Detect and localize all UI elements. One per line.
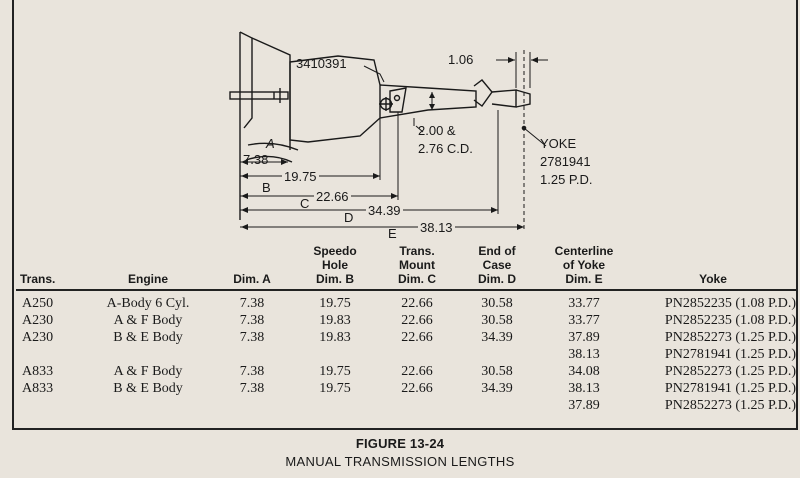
cell-yoke: PN2781941 (1.25 P.D.) xyxy=(664,347,796,362)
dim-a-value: 7.38 xyxy=(243,152,269,167)
cell-dim-a: 7.38 xyxy=(239,381,265,396)
cell-engine: A-Body 6 Cyl. xyxy=(106,296,190,311)
cell-dim-e: 38.13 xyxy=(568,381,600,396)
cell-yoke: PN2852235 (1.08 P.D.) xyxy=(664,313,796,328)
cell-yoke: PN2852273 (1.25 P.D.) xyxy=(664,398,796,413)
cell-dim-b: 19.75 xyxy=(319,364,351,379)
cell-dim-c xyxy=(378,346,456,363)
cell-dim-c: 22.66 xyxy=(401,313,433,328)
cell-dim-c xyxy=(378,397,456,414)
cell-yoke: PN2852273 (1.25 P.D.) xyxy=(664,330,796,345)
cell-trans xyxy=(16,346,84,363)
cell-dim-e: 38.13 xyxy=(568,347,600,362)
cell-dim-b: 19.75 xyxy=(319,296,351,311)
table-row xyxy=(16,329,796,346)
yoke-number-label: 2781941 xyxy=(540,154,591,169)
cell-dim-d: 30.58 xyxy=(481,364,513,379)
cell-trans: A230 xyxy=(22,330,54,345)
table-row xyxy=(16,380,796,397)
table-row xyxy=(16,363,796,380)
header-dim-a: Dim. A xyxy=(212,244,292,290)
cell-dim-a: 7.38 xyxy=(239,330,265,345)
yoke-pd-label: 1.25 P.D. xyxy=(540,172,593,187)
cell-trans: A250 xyxy=(22,296,54,311)
dim-top-value: 1.06 xyxy=(448,52,474,67)
cell-dim-d xyxy=(456,397,538,414)
header-dim-c: Trans. Mount Dim. C xyxy=(378,244,456,290)
dim-d-value: 34.39 xyxy=(368,203,401,218)
table-row xyxy=(16,290,796,312)
cell-dim-c: 22.66 xyxy=(401,296,433,311)
cell-engine xyxy=(84,346,212,363)
cell-engine: B & E Body xyxy=(113,381,183,396)
table-row xyxy=(16,346,796,363)
cell-yoke: PN2852273 (1.25 P.D.) xyxy=(664,364,796,379)
cell-yoke: PN2852235 (1.08 P.D.) xyxy=(664,296,796,311)
cell-engine: B & E Body xyxy=(113,330,183,345)
cell-dim-a: 7.38 xyxy=(239,296,265,311)
yoke-label: YOKE xyxy=(540,136,577,151)
header-dim-b: Speedo Hole Dim. B xyxy=(292,244,378,290)
dim-a-letter: A xyxy=(266,136,275,151)
header-dim-d: End of Case Dim. D xyxy=(456,244,538,290)
cell-dim-e: 37.89 xyxy=(568,398,600,413)
dim-e-letter: E xyxy=(388,226,397,241)
cell-dim-e: 34.08 xyxy=(568,364,600,379)
cell-yoke: PN2781941 (1.25 P.D.) xyxy=(664,381,796,396)
cell-dim-c: 22.66 xyxy=(401,330,433,345)
cell-dim-b: 19.83 xyxy=(319,313,351,328)
cell-trans xyxy=(16,397,84,414)
table-header-row xyxy=(16,244,796,290)
cell-dim-e: 33.77 xyxy=(568,313,600,328)
cell-dim-b xyxy=(292,397,378,414)
cell-dim-a: 7.38 xyxy=(239,313,265,328)
header-trans: Trans. xyxy=(16,244,84,290)
dim-b-letter: B xyxy=(262,180,271,195)
dim-b-value: 19.75 xyxy=(284,169,317,184)
cell-dim-d: 34.39 xyxy=(481,330,513,345)
cell-dim-b xyxy=(292,346,378,363)
cell-dim-a xyxy=(212,346,292,363)
cell-engine xyxy=(84,397,212,414)
cell-dim-d: 34.39 xyxy=(481,381,513,396)
cell-trans: A230 xyxy=(22,313,54,328)
cell-dim-c: 22.66 xyxy=(401,364,433,379)
table-row xyxy=(16,312,796,329)
cell-dim-b: 19.75 xyxy=(319,381,351,396)
yoke-end xyxy=(516,90,530,107)
dim-e-value: 38.13 xyxy=(420,220,453,235)
table-row xyxy=(16,397,796,414)
cell-dim-e: 33.77 xyxy=(568,296,600,311)
figure-subtitle: MANUAL TRANSMISSION LENGTHS xyxy=(285,454,515,469)
header-engine: Engine xyxy=(84,244,212,290)
cell-trans: A833 xyxy=(22,364,54,379)
part-number-label: 3410391 xyxy=(296,56,347,71)
mount-spec-line-2: 2.76 C.D. xyxy=(418,141,473,156)
header-yoke: Yoke xyxy=(630,244,796,290)
dim-c-value: 22.66 xyxy=(316,189,349,204)
header-dim-e: Centerline of Yoke Dim. E xyxy=(538,244,630,290)
transmission-length-table xyxy=(16,244,796,414)
mount-spec-line-1: 2.00 & xyxy=(418,123,456,138)
cell-dim-e: 37.89 xyxy=(568,330,600,345)
cell-dim-d xyxy=(456,346,538,363)
cell-dim-d: 30.58 xyxy=(481,313,513,328)
dim-c-letter: C xyxy=(300,196,310,211)
dim-d-letter: D xyxy=(344,210,354,225)
cell-engine: A & F Body xyxy=(113,364,183,379)
cell-dim-d: 30.58 xyxy=(481,296,513,311)
cell-trans: A833 xyxy=(22,381,54,396)
cell-dim-c: 22.66 xyxy=(401,381,433,396)
cell-dim-a xyxy=(212,397,292,414)
cell-engine: A & F Body xyxy=(113,313,183,328)
cell-dim-a: 7.38 xyxy=(239,364,265,379)
figure-title: FIGURE 13-24 xyxy=(355,436,445,451)
cell-dim-b: 19.83 xyxy=(319,330,351,345)
